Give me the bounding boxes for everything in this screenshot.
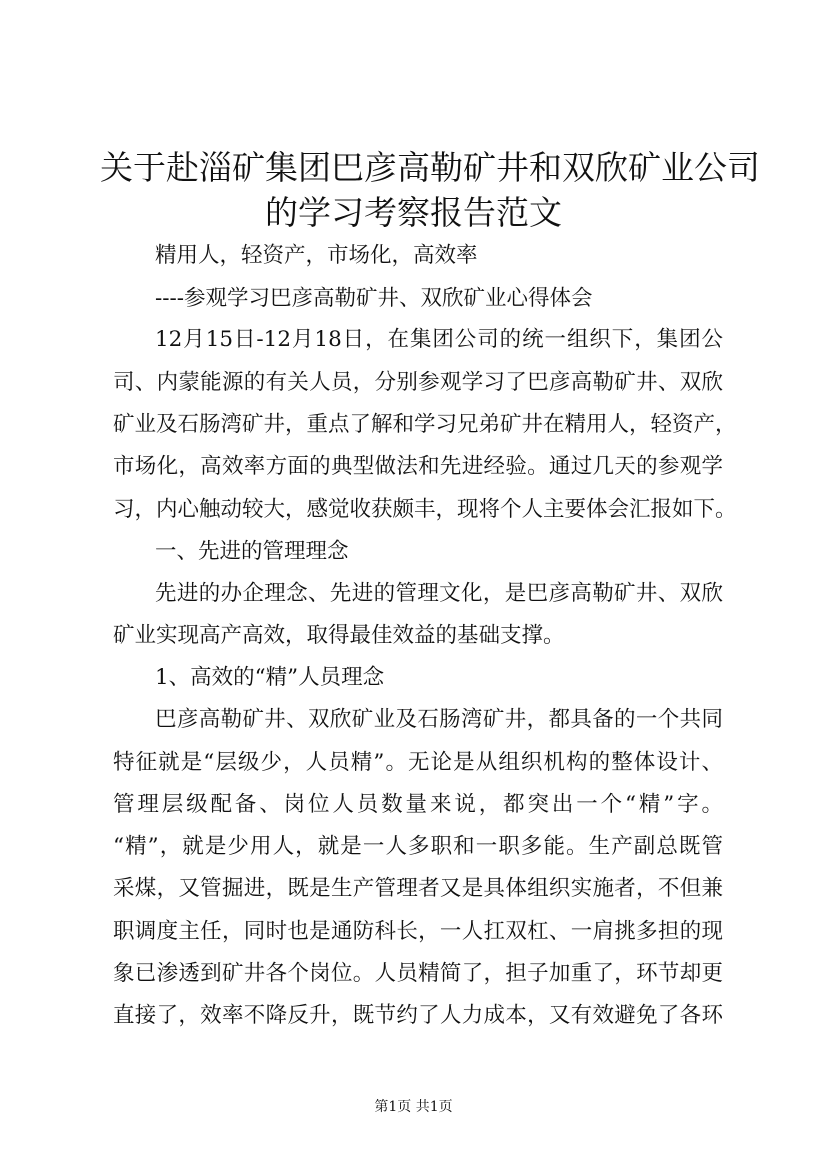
paragraph-line: 巴彦高勒矿井、双欣矿业及石肠湾矿井，都具备的一个共同 — [155, 707, 723, 732]
paragraph-line: 矿业实现高产高效，取得最佳效益的基础支撑。 — [113, 623, 565, 648]
document-title-line-1: 关于赴淄矿集团巴彦高勒矿井和双欣矿业公司 — [100, 148, 760, 187]
paragraph-line: 司、内蒙能源的有关人员，分别参观学习了巴彦高勒矿井、双欣 — [113, 370, 723, 395]
subtitle-subline: ----参观学习巴彦高勒矿井、双欣矿业心得体会 — [155, 286, 593, 311]
paragraph-line: 12月15日-12月18日，在集团公司的统一组织下，集团公 — [155, 327, 723, 352]
paragraph-line: 采煤，又管掘进，既是生产管理者又是具体组织实施者，不但兼 — [113, 876, 723, 901]
paragraph-line: 市场化，高效率方面的典型做法和先进经验。通过几天的参观学 — [113, 454, 723, 479]
paragraph-line: 直接了，效率不降反升，既节约了人力成本，又有效避免了各环 — [113, 1003, 723, 1028]
subtitle-line: 精用人，轻资产，市场化，高效率 — [155, 243, 478, 268]
paragraph-line: 矿业及石肠湾矿井，重点了解和学习兄弟矿井在精用人，轻资产， — [113, 412, 737, 437]
paragraph-line: 先进的办企理念、先进的管理文化，是巴彦高勒矿井、双欣 — [155, 581, 723, 606]
paragraph-line: 职调度主任，同时也是通防科长，一人扛双杠、一肩挑多担的现 — [113, 919, 723, 944]
paragraph-line: 习，内心触动较大，感觉收获颇丰，现将个人主要体会汇报如下。 — [113, 497, 737, 522]
paragraph-line: 管理层级配备、岗位人员数量来说，都突出一个“精”字。 — [113, 792, 723, 817]
subsection-heading: 1、高效的“精”人员理念 — [155, 665, 385, 690]
paragraph-line: “精”，就是少用人，就是一人多职和一职多能。生产副总既管 — [113, 834, 723, 859]
page-number-footer: 第1页 共1页 — [374, 1099, 453, 1115]
section-heading: 一、先进的管理理念 — [155, 539, 349, 564]
document-title-line-2: 的学习考察报告范文 — [265, 193, 562, 232]
paragraph-line: 特征就是“层级少，人员精”。无论是从组织机构的整体设计、 — [113, 750, 723, 775]
paragraph-line: 象已渗透到矿井各个岗位。人员精简了，担子加重了，环节却更 — [113, 961, 723, 986]
